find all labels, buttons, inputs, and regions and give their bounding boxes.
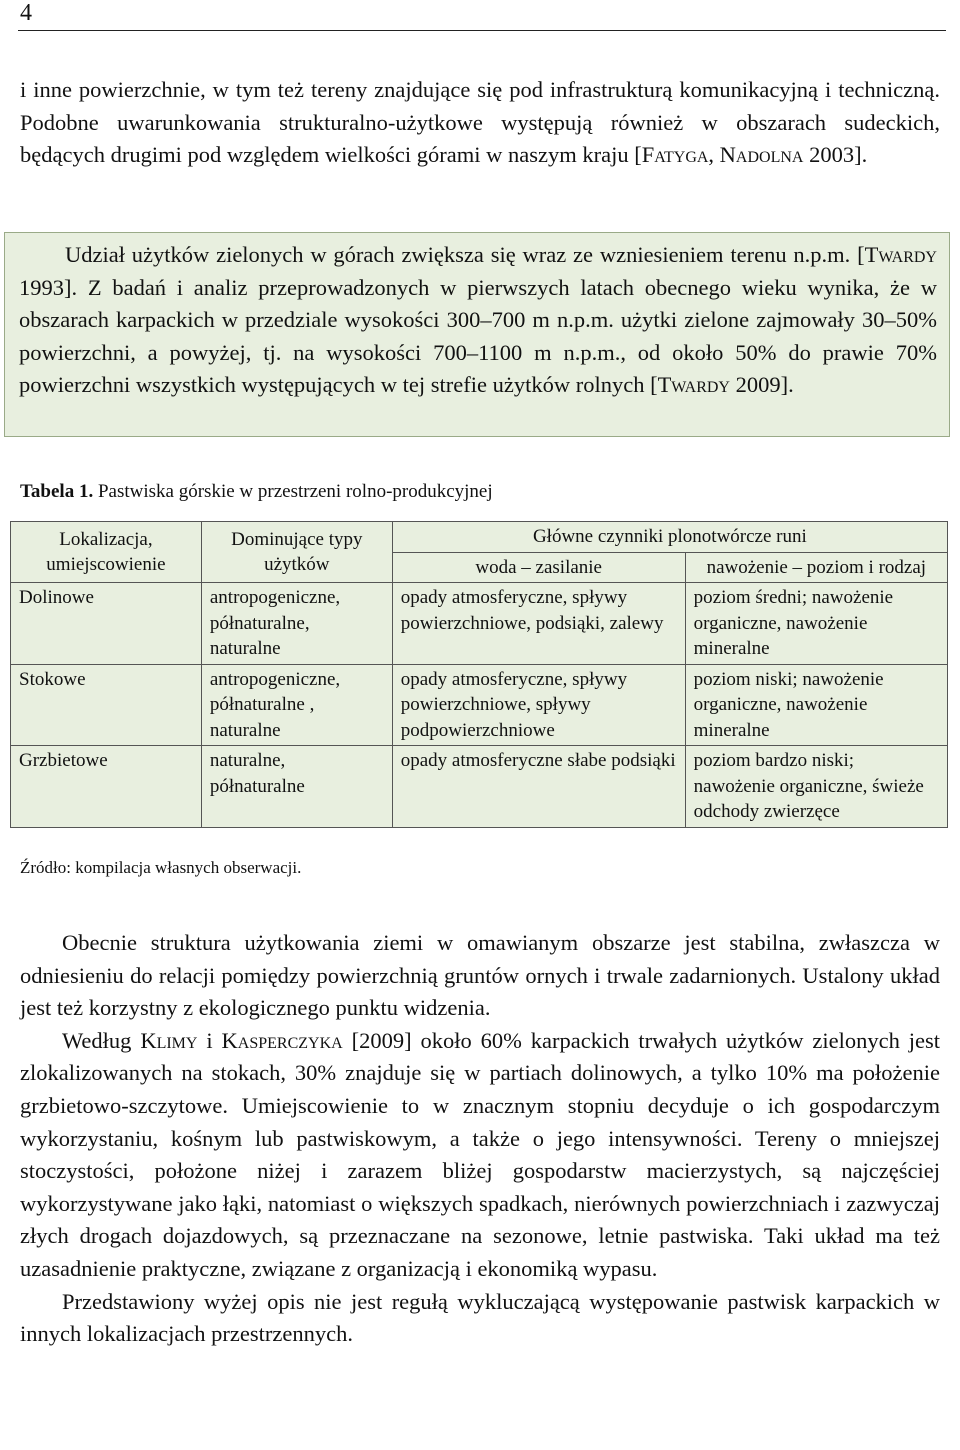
cell-types: antropogeniczne, półnaturalne , naturalne (201, 664, 392, 746)
highlight-box (4, 232, 950, 437)
body-text (20, 927, 940, 1351)
cell-location: Grzbietowe (11, 746, 202, 828)
paragraph: Obecnie struktura użytkowania ziemi w omawianym obszarze jest stabilna, zwłaszcza w odniesieniu do relacji pomiędzy powierzchnią gruntów ornych i trwale zadarnionych. Ustalony układ jest też korzystny z ekologicznego punktu widzenia. (20, 930, 940, 1021)
header-water: woda – zasilanie (392, 552, 685, 583)
paragraph-text: 1993]. Z badań i analiz przeprowadzonych w pierwszych latach obecnego wieku wynika, że w obszarach karpackich w przedziale wysokości 300–700 m n.p.m. użytki zielone zajmowały 30–50% powierzchni, a powyżej, tj. na wysokości 700–1100 m n.p.m., od około 50% do prawie 70% powierzchni wszystkich występujących w tej strefie użytków rolnych [ (19, 274, 937, 398)
cell-water: opady atmosferyczne słabe podsiąki (392, 746, 685, 828)
citation: Klimy (140, 1027, 198, 1053)
paragraph-text: i (197, 1027, 222, 1053)
table-row (11, 583, 948, 665)
data-table (10, 521, 948, 828)
header-fertilization: nawożenie – poziom i rodzaj (685, 552, 947, 583)
table-caption-text: Pastwiska górskie w przestrzeni rolno-produkcyjnej (93, 481, 493, 502)
paragraph-intro (20, 74, 940, 172)
cell-water: opady atmosferyczne, spływy powierzchniowe, spływy podpowierzchniowe (392, 664, 685, 746)
table-header-row (11, 522, 948, 553)
page-number: 4 (20, 0, 32, 26)
paragraph-text: [2009] około 60% karpackich trwałych użytków zielonych jest zlokalizowanych na stokach, 30% znajduje się w partiach dolinowych, a tylko 10% ma położenie grzbietowo-szczytowe. Umiejscowienie to w znacznym stopniu decyduje o ich gospodarczym wykorzystaniu, kośnym lub pastwiskowym, a także o jego intensywności. Tereny o mniejszej stoczystości, położone niżej i zarazem bliżej gospodarstw macierzystych, są najczęściej wykorzystywane jako łąki, natomiast o większych spadkach, nierównych powierzchniach i zazwyczaj złych drogach dojazdowych, są przeznaczane na sezonowe, letnie pastwiska. Taki układ ma też uzasadnienie praktyczne, związane z organizacją i ekonomiką wypasu. (20, 1027, 940, 1281)
table-row (11, 664, 948, 746)
paragraph (20, 1025, 940, 1286)
cell-water: opady atmosferyczne, spływy powierzchniowe, podsiąki, zalewy (392, 583, 685, 665)
header-types: Dominujące typy użytków (201, 522, 392, 583)
cell-location: Stokowe (11, 664, 202, 746)
citation: Twardy (864, 242, 937, 267)
paragraph-text: 2009]. (729, 372, 794, 398)
table-caption (20, 481, 493, 503)
header-rule (18, 30, 946, 31)
cell-fertilization: poziom bardzo niski; nawożenie organiczne, świeże odchody zwierzęce (685, 746, 947, 828)
paragraph-text: Według (62, 1027, 141, 1053)
table-caption-label: Tabela 1. (20, 481, 94, 502)
citation: Twardy (657, 372, 730, 398)
paragraph: Przedstawiony wyżej opis nie jest regułą wykluczającą występowanie pastwisk karpackich w innych lokalizacjach przestrzennych. (20, 1288, 940, 1347)
citation: Kasperczyka (221, 1027, 343, 1053)
cell-fertilization: poziom średni; nawożenie organiczne, nawożenie mineralne (685, 583, 947, 665)
table-source-note: Źródło: kompilacja własnych obserwacji. (20, 858, 302, 877)
cell-types: antropogeniczne, półnaturalne, naturalne (201, 583, 392, 665)
highlight-paragraph (19, 239, 937, 402)
citation: Fatyga, Nadolna (641, 142, 804, 168)
cell-fertilization: poziom niski; nawożenie organiczne, nawożenie mineralne (685, 664, 947, 746)
cell-location: Dolinowe (11, 583, 202, 665)
header-factors-group: Główne czynniki plonotwórcze runi (392, 522, 947, 553)
cell-types: naturalne, półnaturalne (201, 746, 392, 828)
paragraph-text: 2003]. (803, 142, 868, 168)
header-location: Lokalizacja, umiejscowienie (11, 522, 202, 583)
paragraph-text: i inne powierzchnie, w tym też tereny znajdujące się pod infrastrukturą komunikacyjną i techniczną. Podobne uwarunkowania strukturalno-użytkowe występują również w obszarach sudeckich, będących drugimi pod względem wielkości górami w naszym kraju [ (20, 77, 940, 168)
table-row (11, 746, 948, 828)
paragraph-text: Udział użytków zielonych w górach zwiększa się wraz ze wzniesieniem terenu n.p.m. [ (65, 242, 865, 267)
